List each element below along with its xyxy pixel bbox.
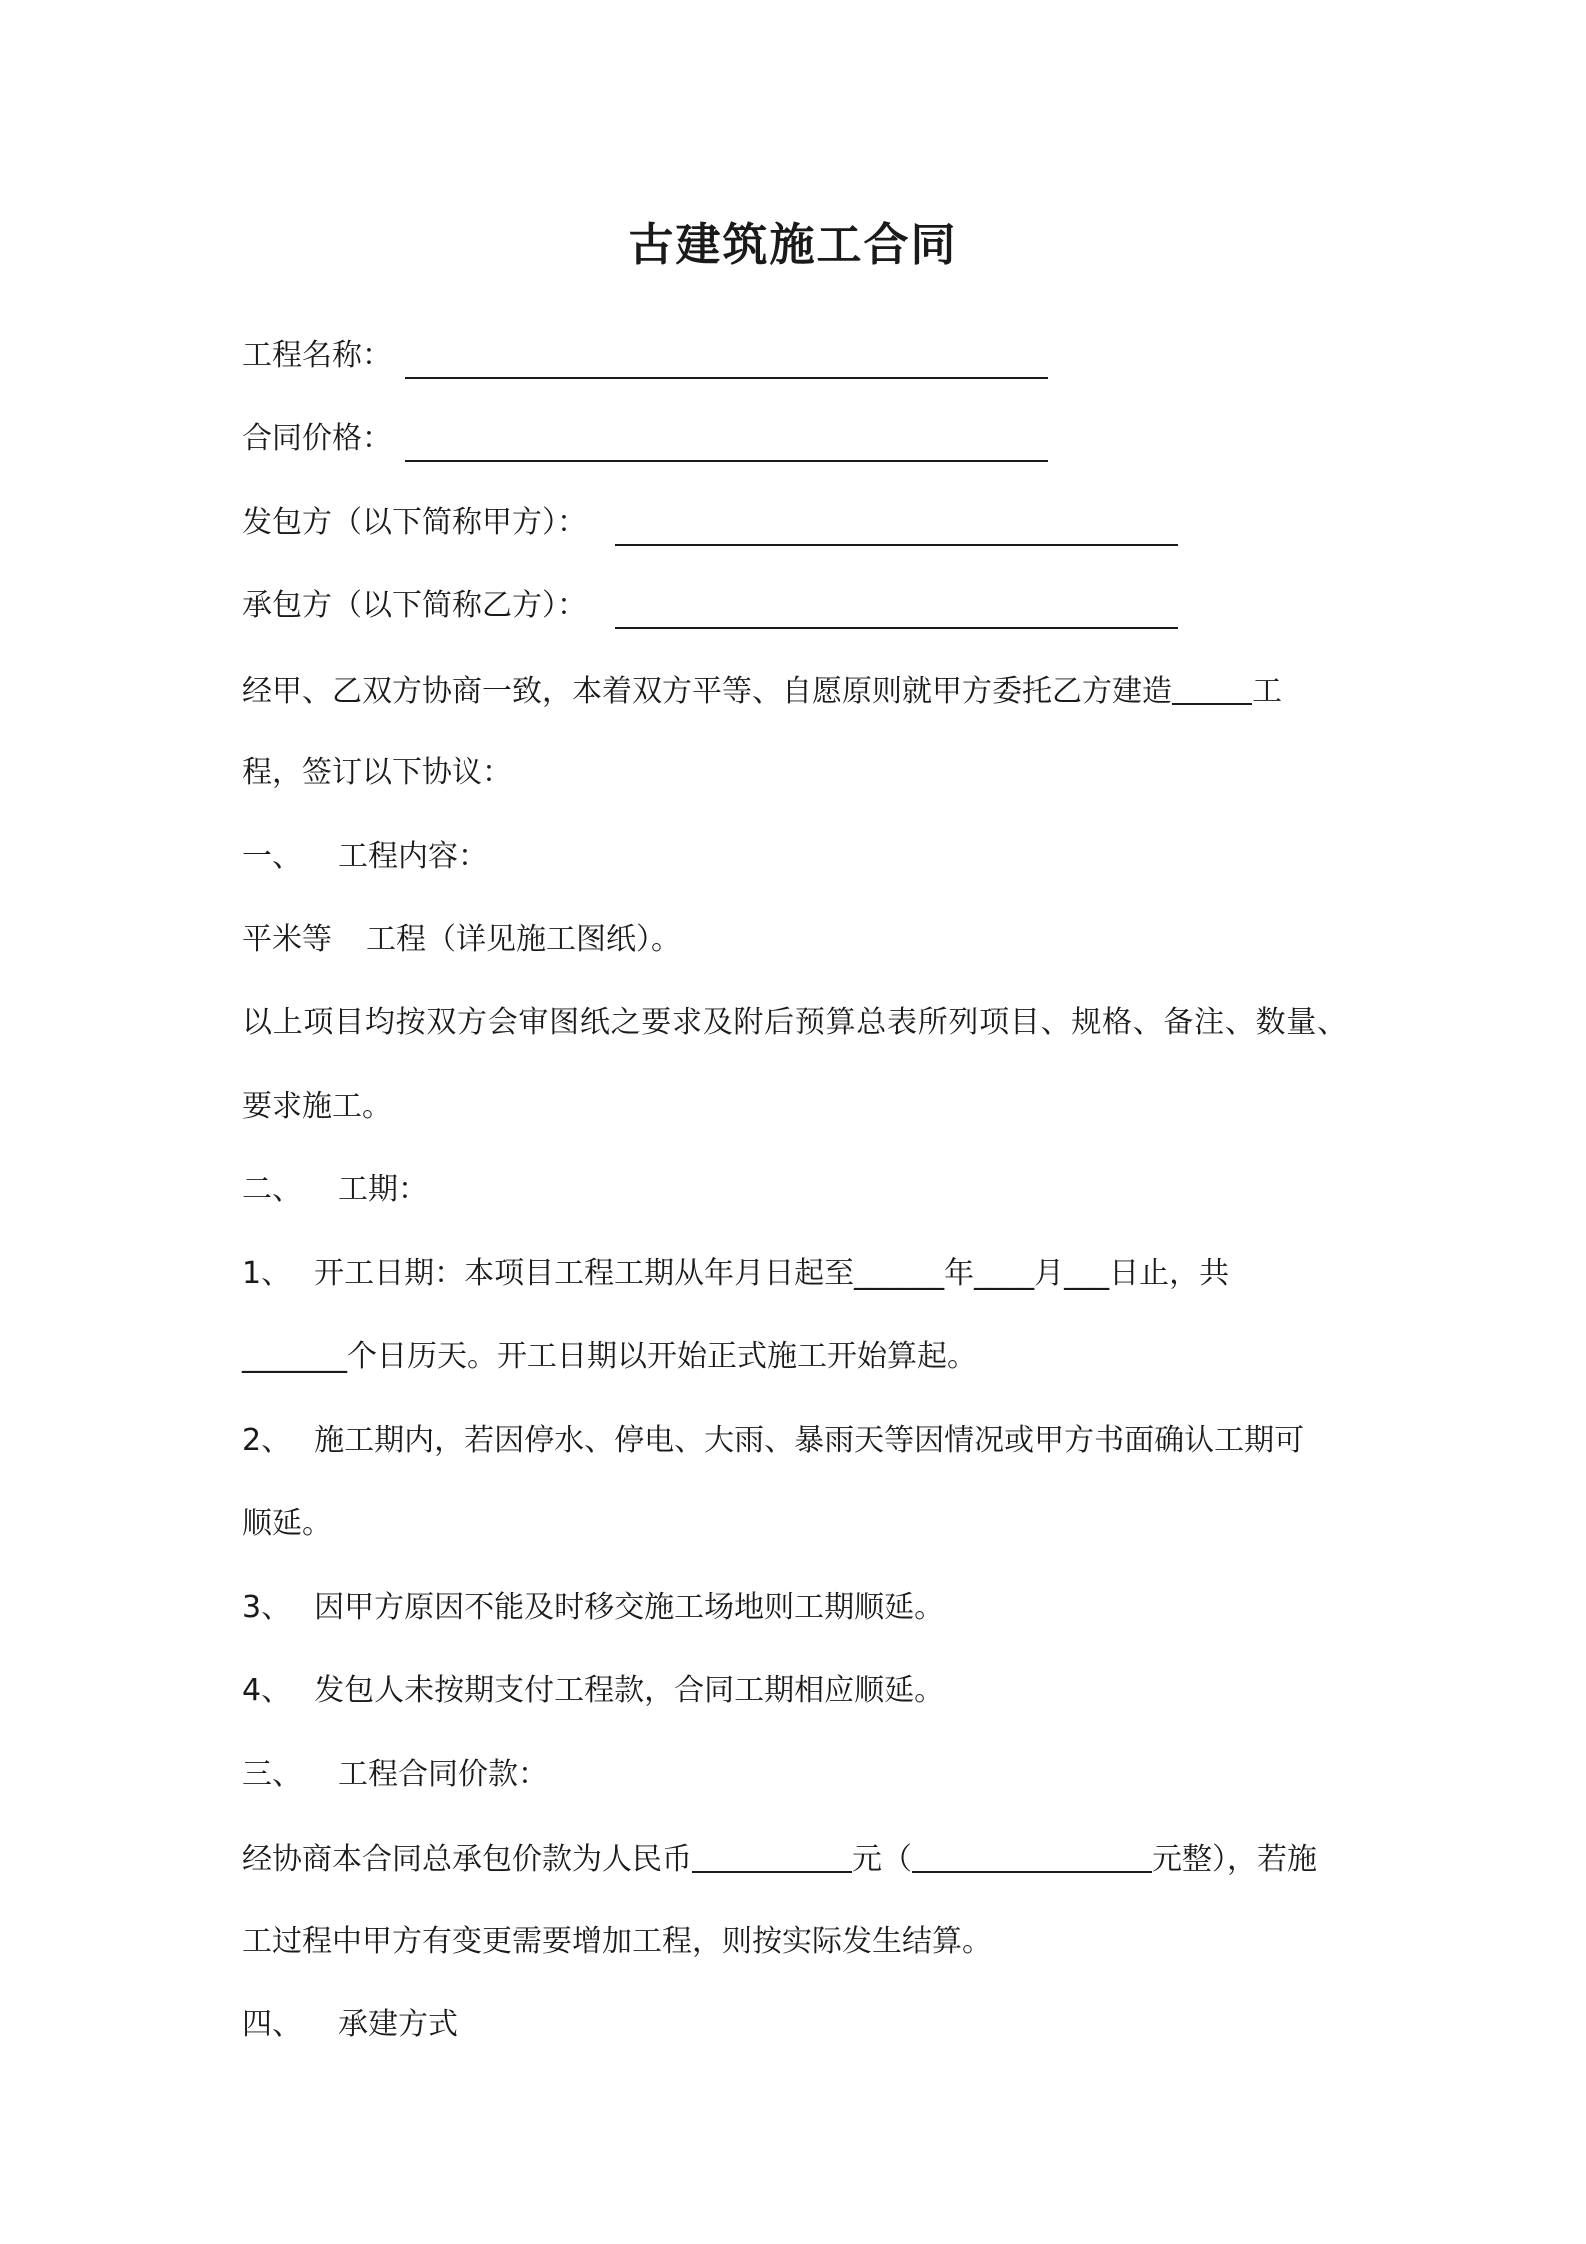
intro-line-end: 工: [1252, 674, 1282, 709]
amount-words-blank[interactable]: [912, 1843, 1152, 1873]
section-1-title: 工程内容：: [338, 839, 488, 874]
intro-text: 经甲、乙双方协商一致，本着双方平等、自愿原则就甲方委托乙方建造: [242, 674, 1172, 709]
section-2-item-2-line-1: 2、 施工期内，若因停水、停电、大雨、暴雨天等因情况或甲方书面确认工期可: [242, 1423, 1305, 1458]
section-1-number: 一、: [242, 839, 302, 874]
contractor-blank[interactable]: [615, 627, 1178, 629]
section-4-number: 四、: [242, 2007, 302, 2042]
section-2-item-1-line-2: _______个日历天。开工日期以开始正式施工开始算起。: [242, 1339, 977, 1374]
section-3-line-1: 经协商本合同总承包价款为人民币 元（ 元整），若施: [242, 1842, 1317, 1877]
section-2-item-3: 3、 因甲方原因不能及时移交施工场地则工期顺延。: [242, 1590, 945, 1625]
section-2-title: 工期：: [338, 1172, 428, 1207]
section-4-heading: [242, 2007, 1347, 2042]
section-3-line-2: 工过程中甲方有变更需要增加工程，则按实际发生结算。: [242, 1924, 992, 1959]
field-contract-price-label: 合同价格：: [242, 421, 392, 456]
section-3-heading: [242, 1757, 1347, 1792]
intro-line-1: [242, 675, 1347, 707]
section-2-item-4: 4、 发包人未按期支付工程款，合同工期相应顺延。: [242, 1673, 945, 1708]
document-title: 古建筑施工合同: [628, 218, 958, 271]
section-2-number: 二、: [242, 1172, 302, 1207]
section-1-line-1: 平米等 工程（详见施工图纸）。: [242, 922, 681, 957]
field-employer-label: 发包方（以下简称甲方）：: [242, 505, 587, 540]
field-contractor-label: 承包方（以下简称乙方）：: [242, 588, 587, 623]
field-project-name-label: 工程名称：: [242, 338, 392, 373]
section-2-item-1-line-1: 1、 开工日期：本项目工程工期从年月日起至______年____月___日止，共: [242, 1256, 1230, 1291]
section-1-heading: [242, 839, 1347, 874]
section-2-item-2-line-2: 顺延。: [242, 1506, 332, 1541]
section-1-line-3: 要求施工。: [242, 1089, 392, 1124]
project-name-blank[interactable]: [405, 377, 1048, 379]
employer-blank[interactable]: [615, 544, 1178, 546]
section-1-line-2: 以上项目均按双方会审图纸之要求及附后预算总表所列项目、规格、备注、数量、: [242, 1005, 1347, 1040]
section-4-title: 承建方式: [338, 2007, 458, 2042]
section-3-title: 工程合同价款：: [338, 1757, 548, 1792]
section-3-number: 三、: [242, 1757, 302, 1792]
amount-figure-blank[interactable]: [692, 1843, 852, 1873]
contract-price-blank[interactable]: [405, 460, 1048, 462]
project-type-blank[interactable]: [1172, 675, 1252, 705]
section-2-heading: [242, 1172, 1347, 1207]
intro-line-2: 程，签订以下协议：: [242, 755, 512, 790]
